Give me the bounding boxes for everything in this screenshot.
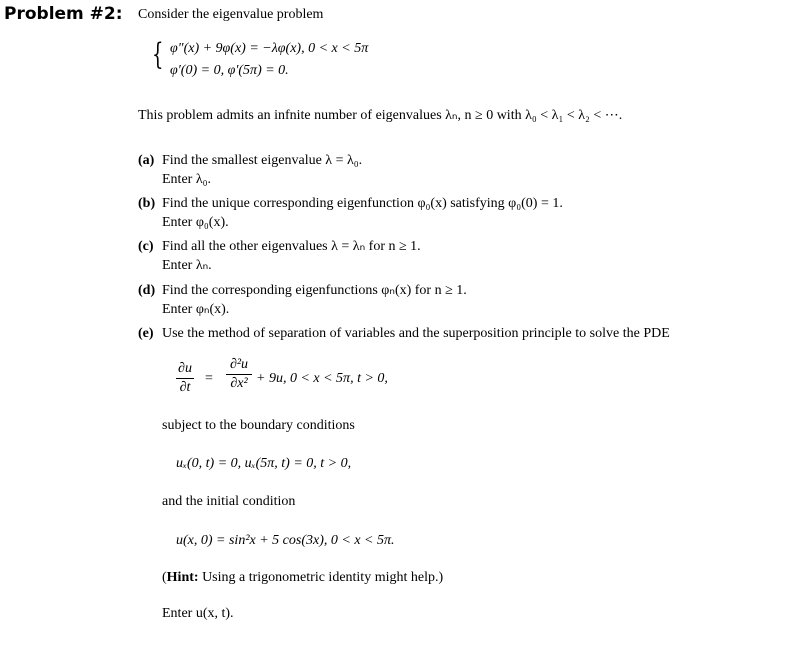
pde-rhs-rest: + 9u, 0 < x < 5π, t > 0, (256, 371, 388, 386)
part-c-label: (c) (138, 239, 154, 254)
pde-rhs-denominator: ∂x² (230, 376, 248, 391)
part-e-text: Use the method of separation of variables and the superposition principle to solve the PDE (162, 326, 670, 341)
hint-text: Using a trigonometric identity might help.) (198, 570, 444, 585)
pde-equals: = (205, 371, 213, 386)
pde-rhs-numerator: ∂²u (229, 357, 249, 372)
system-equation-2: φ′(0) = 0, φ′(5π) = 0. (170, 63, 289, 78)
system-equation-1: φ″(x) + 9φ(x) = −λφ(x), 0 < x < 5π (170, 41, 369, 56)
part-c-text: Find all the other eigenvalues λ = λₙ for n ≥ 1. (162, 239, 421, 254)
system-brace: { (152, 37, 164, 72)
pde-lhs-denominator: ∂t (179, 380, 191, 395)
initial-equation: u(x, 0) = sin²x + 5 cos(3x), 0 < x < 5π. (176, 533, 395, 548)
pde-lhs-numerator: ∂u (178, 361, 192, 376)
pde-lhs-fraction (176, 361, 194, 396)
final-enter: Enter u(x, t). (162, 606, 234, 621)
part-e-label: (e) (138, 326, 154, 341)
hint (162, 569, 443, 587)
hint-open: ( (162, 570, 167, 585)
part-d-label: (d) (138, 283, 156, 298)
problem-label: Problem #2: (4, 4, 123, 24)
pde-rhs-bar (226, 374, 252, 375)
part-a-enter: Enter λ₀. (162, 172, 211, 187)
part-b-text: Find the unique corresponding eigenfunction φ₀(x) satisfying φ₀(0) = 1. (162, 196, 563, 211)
part-d-enter: Enter φₙ(x). (162, 302, 230, 317)
boundary-label: subject to the boundary conditions (162, 418, 355, 433)
part-b-enter: Enter φ₀(x). (162, 215, 229, 230)
pde-lhs-bar (176, 378, 194, 379)
problem-intro: Consider the eigenvalue problem (138, 7, 324, 22)
part-d-text: Find the corresponding eigenfunctions φₙ(x) for n ≥ 1. (162, 283, 467, 298)
initial-label: and the initial condition (162, 494, 296, 509)
boundary-equation: uₓ(0, t) = 0, uₓ(5π, t) = 0, t > 0, (176, 456, 352, 471)
part-a-label: (a) (138, 153, 155, 168)
part-a-text: Find the smallest eigenvalue λ = λ₀. (162, 153, 363, 168)
eigenvalue-statement: This problem admits an infnite number of eigenvalues λₙ, n ≥ 0 with λ₀ < λ₁ < λ₂ < ⋯. (138, 108, 623, 123)
pde-rhs-fraction (226, 357, 252, 392)
hint-label: Hint: (166, 570, 199, 585)
part-b-label: (b) (138, 196, 156, 211)
part-c-enter: Enter λₙ. (162, 258, 212, 273)
